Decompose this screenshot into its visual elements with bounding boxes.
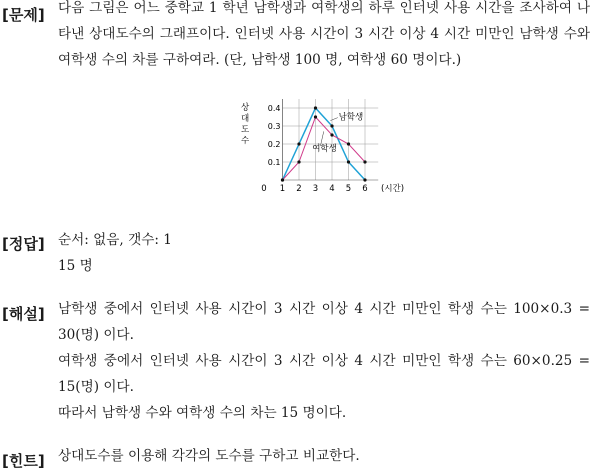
x-tick-label: 5 [345, 184, 352, 194]
series-label-boys: 남학생 [338, 112, 364, 123]
series-point [330, 124, 333, 127]
y-axis-label-vertical [241, 102, 250, 146]
y-axis-label-char: 수 [241, 136, 250, 146]
series-point [281, 178, 284, 181]
x-tick-label: 3 [312, 184, 319, 194]
series-point [347, 142, 350, 145]
series-label-girls: 여학생 [312, 144, 337, 155]
explanation-conclusion: 따라서 남학생 수와 여학생 수의 차는 15 명이다. [58, 405, 347, 421]
relative-frequency-chart [238, 98, 410, 196]
y-tick-label: 0.1 [267, 158, 281, 167]
y-axis-label-char: 대 [241, 114, 250, 124]
x-tick-label: 4 [329, 184, 335, 194]
answer-value: 15 명 [58, 258, 93, 274]
chart-series-labels [312, 112, 363, 155]
problem-label: [문제] [2, 6, 45, 24]
x-tick-label: 6 [362, 184, 368, 194]
y-tick-label: 0.4 [267, 104, 281, 113]
leader-line [330, 118, 337, 121]
answer-label: [정답] [2, 235, 45, 253]
series-point [297, 160, 300, 163]
y-tick-label: 0.3 [267, 122, 281, 131]
series-point [363, 178, 366, 181]
y-axis-label-char: 상 [241, 103, 250, 113]
hint-label: [힌트] [2, 452, 45, 470]
series-point [314, 106, 317, 109]
explanation-girls: 여학생 중에서 인터넷 사용 시간이 3 시간 이상 4 시간 미만인 학생 수는 60×0.25 = 15(명) 이다. [58, 353, 590, 395]
y-tick-labels [268, 104, 281, 167]
x-tick-label: 2 [296, 184, 302, 194]
answer-order-count: 순서: 없음, 갯수: 1 [58, 232, 172, 248]
hint-text: 상대도수를 이용해 각각의 도수를 구하고 비교한다. [58, 448, 360, 464]
series-point [297, 142, 300, 145]
x-tick-label: 1 [279, 184, 286, 194]
x-tick-label: 0 [261, 184, 267, 194]
series-point [330, 133, 333, 136]
x-tick-labels [261, 184, 367, 194]
series-point [363, 160, 366, 163]
x-axis-label: (시간) [381, 184, 405, 194]
problem-text: 다음 그림은 어느 중학교 1 학년 남학생과 여학생의 하루 인터넷 사용 시간을 조사하여 나타낸 상대도수의 그래프이다. 인터넷 사용 시간이 3 시간 이상 4 시간 미만인 남학생 수와 여학생 수의 차를 구하여라. (단, 남학생 100 명, 여학생 60 명이다.) [58, 0, 590, 68]
series-point [347, 160, 350, 163]
series-point [314, 115, 317, 118]
y-tick-label: 0.2 [267, 140, 281, 149]
y-axis-label-char: 도 [241, 125, 250, 135]
explanation-boys: 남학생 중에서 인터넷 사용 시간이 3 시간 이상 4 시간 미만인 학생 수는 100×0.3 = 30(명) 이다. [58, 301, 590, 343]
explanation-label: [해설] [2, 305, 45, 323]
